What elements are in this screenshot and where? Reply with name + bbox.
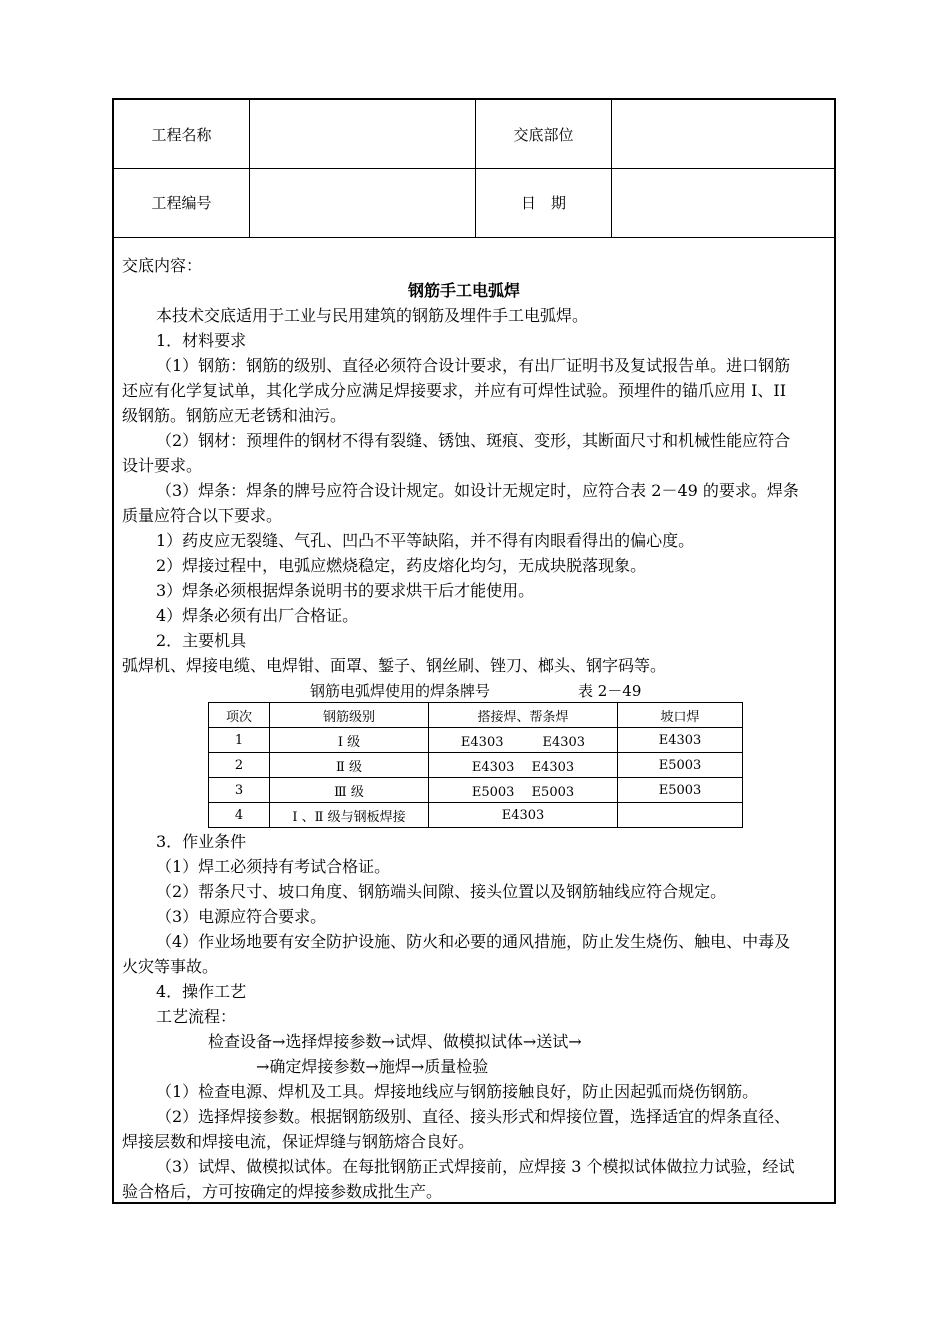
text-line: （3）试焊、做模拟试体。在每批钢筋正式焊接前，应焊接 3 个模拟试体做拉力试验，经试 xyxy=(156,1157,795,1176)
text-line: 设计要求。 xyxy=(122,456,203,475)
text-line: （4）作业场地要有安全防护设施、防火和必要的通风措施，防止发生烧伤、触电、中毒及 xyxy=(156,932,791,951)
electrode-table xyxy=(208,702,743,828)
table-number: 表 2－49 xyxy=(578,682,642,700)
header-row-2 xyxy=(114,168,834,238)
text-line: （2）帮条尺寸、坡口角度、钢筋端头间隙、接头位置以及钢筋轴线应符合规定。 xyxy=(156,882,727,901)
text-line: （3）焊条：焊条的牌号应符合设计规定。如设计无规定时，应符合表 2－49 的要求。焊条 xyxy=(156,481,799,500)
process-flow-line: 检查设备→选择焊接参数→试焊、做模拟试体→送试→ xyxy=(208,1032,582,1051)
project-number-value xyxy=(250,168,476,237)
table-cell xyxy=(618,803,743,828)
table-row xyxy=(209,778,743,803)
process-flow-line: →确定焊接参数→施焊→质量检验 xyxy=(256,1057,489,1076)
text-line: 本技术交底适用于工业与民用建筑的钢筋及埋件手工电弧焊。 xyxy=(156,306,589,325)
table-header-cell: 搭接焊、帮条焊 xyxy=(429,703,618,728)
table-header-cell: 项次 xyxy=(209,703,270,728)
section-heading: 1．材料要求 xyxy=(156,331,247,350)
table-row xyxy=(209,753,743,778)
section-heading: 3．作业条件 xyxy=(156,832,247,851)
project-name-label: 工程名称 xyxy=(114,100,250,168)
text-line: 1）药皮应无裂缝、气孔、凹凸不平等缺陷，并不得有肉眼看得出的偏心度。 xyxy=(156,531,695,550)
table-header-cell: 坡口焊 xyxy=(618,703,743,728)
text-line: 4）焊条必须有出厂合格证。 xyxy=(156,606,359,625)
text-line: 级钢筋。钢筋应无老锈和油污。 xyxy=(122,406,347,425)
header-row-1 xyxy=(114,100,834,169)
table-cell: 1 xyxy=(209,728,270,753)
table-cell: Ⅰ 、Ⅱ 级与钢板焊接 xyxy=(270,803,429,828)
text-line: （2）钢材：预埋件的钢材不得有裂缝、锈蚀、斑痕、变形，其断面尺寸和机械性能应符合 xyxy=(156,431,791,450)
table-cell: E4303 xyxy=(429,803,618,828)
table-cell: E4303 xyxy=(618,728,743,753)
text-line: 弧焊机、焊接电缆、电焊钳、面罩、錾子、钢丝刷、锉刀、榔头、钢字码等。 xyxy=(122,656,667,675)
project-number-label: 工程编号 xyxy=(114,168,250,237)
text-line: 3）焊条必须根据焊条说明书的要求烘干后才能使用。 xyxy=(156,581,535,600)
text-line: （1）焊工必须持有考试合格证。 xyxy=(156,857,391,876)
text-line: 质量应符合以下要求。 xyxy=(122,506,283,525)
table-row xyxy=(209,803,743,828)
table-cell: E5003 xyxy=(618,778,743,803)
date-label: 日 期 xyxy=(476,168,612,237)
doc-title: 钢筋手工电弧焊 xyxy=(408,281,521,300)
text-line: 验合格后，方可按确定的焊接参数成批生产。 xyxy=(122,1182,443,1201)
intro-label: 交底内容： xyxy=(122,256,203,275)
table-header-row xyxy=(209,703,743,728)
text-line: 工艺流程： xyxy=(156,1007,237,1026)
table-cell: 4 xyxy=(209,803,270,828)
text-line: （2）选择焊接参数。根据钢筋级别、直径、接头形式和焊接位置，选择适宜的焊条直径、 xyxy=(156,1107,791,1126)
text-line: 2）焊接过程中，电弧应燃烧稳定，药皮熔化均匀，无成块脱落现象。 xyxy=(156,556,647,575)
table-caption: 钢筋电弧焊使用的焊条牌号 xyxy=(310,682,491,700)
table-cell: 3 xyxy=(209,778,270,803)
table-cell: Ⅲ 级 xyxy=(270,778,429,803)
text-line: （1）检查电源、焊机及工具。焊接地线应与钢筋接触良好，防止因起弧而烧伤钢筋。 xyxy=(156,1082,759,1101)
table-cell: E4303 E4303 xyxy=(429,728,618,753)
table-row xyxy=(209,728,743,753)
disclosure-part-value xyxy=(612,100,834,168)
table-cell: E5003 xyxy=(618,753,743,778)
table-header-cell: 钢筋级别 xyxy=(270,703,429,728)
project-name-value xyxy=(250,100,476,168)
text-line: 焊接层数和焊接电流，保证焊缝与钢筋熔合良好。 xyxy=(122,1132,475,1151)
table-cell: E5003 E5003 xyxy=(429,778,618,803)
text-line: （3）电源应符合要求。 xyxy=(156,907,327,926)
disclosure-part-label: 交底部位 xyxy=(476,100,612,168)
table-cell: 2 xyxy=(209,753,270,778)
text-line: 还应有化学复试单，其化学成分应满足焊接要求，并应有可焊性试验。预埋件的锚爪应用 I、II xyxy=(122,381,787,400)
table-cell: E4303 E4303 xyxy=(429,753,618,778)
table-cell: Ⅰ 级 xyxy=(270,728,429,753)
text-line: （1）钢筋：钢筋的级别、直径必须符合设计要求，有出厂证明书及复试报告单。进口钢筋 xyxy=(156,356,791,375)
section-heading: 4．操作工艺 xyxy=(156,982,247,1001)
date-value xyxy=(612,168,834,237)
text-line: 火灾等事故。 xyxy=(122,957,219,976)
section-heading: 2．主要机具 xyxy=(156,631,247,650)
table-cell: Ⅱ 级 xyxy=(270,753,429,778)
